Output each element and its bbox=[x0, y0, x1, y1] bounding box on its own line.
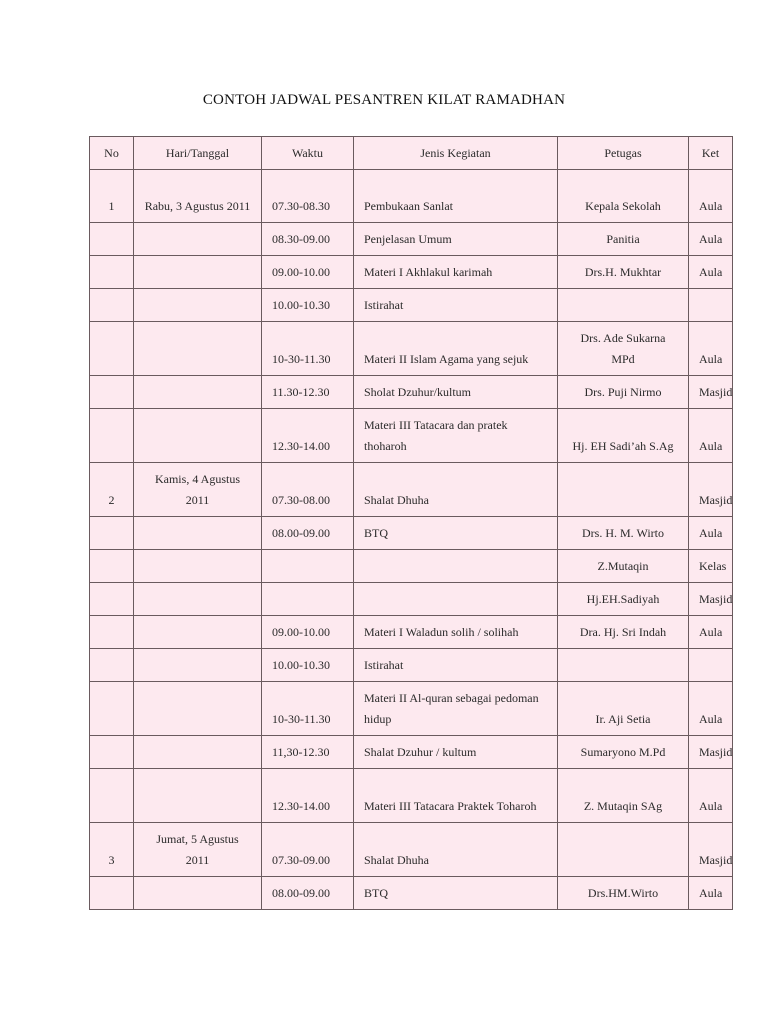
cell-ket bbox=[689, 289, 733, 322]
cell-hari-tanggal: Kamis, 4 Agustus 2011 bbox=[134, 463, 262, 517]
table-row bbox=[90, 616, 733, 649]
cell-waktu: 08.30-09.00 bbox=[262, 223, 354, 256]
cell-hari-tanggal bbox=[134, 289, 262, 322]
cell-petugas bbox=[558, 463, 689, 517]
cell-hari-tanggal bbox=[134, 769, 262, 823]
cell-jenis-kegiatan: Shalat Dhuha bbox=[354, 463, 558, 517]
cell-ket: Masjid bbox=[689, 736, 733, 769]
cell-no bbox=[90, 409, 134, 463]
cell-no: 2 bbox=[90, 463, 134, 517]
cell-waktu: 10-30-11.30 bbox=[262, 322, 354, 376]
cell-petugas: Drs. Puji Nirmo bbox=[558, 376, 689, 409]
table-row bbox=[90, 376, 733, 409]
cell-no bbox=[90, 649, 134, 682]
cell-jenis-kegiatan: Shalat Dhuha bbox=[354, 823, 558, 877]
cell-jenis-kegiatan bbox=[354, 583, 558, 616]
cell-jenis-kegiatan: Istirahat bbox=[354, 649, 558, 682]
cell-petugas bbox=[558, 289, 689, 322]
cell-hari-tanggal bbox=[134, 409, 262, 463]
table-row bbox=[90, 682, 733, 736]
cell-hari-tanggal bbox=[134, 256, 262, 289]
cell-ket: Aula bbox=[689, 877, 733, 910]
cell-petugas: Dra. Hj. Sri Indah bbox=[558, 616, 689, 649]
cell-no bbox=[90, 223, 134, 256]
table-row bbox=[90, 550, 733, 583]
cell-waktu: 10.00-10.30 bbox=[262, 289, 354, 322]
cell-petugas bbox=[558, 823, 689, 877]
cell-no bbox=[90, 517, 134, 550]
table-row bbox=[90, 409, 733, 463]
cell-no bbox=[90, 736, 134, 769]
cell-jenis-kegiatan: Materi I Akhlakul karimah bbox=[354, 256, 558, 289]
cell-petugas: Drs. Ade Sukarna MPd bbox=[558, 322, 689, 376]
cell-jenis-kegiatan: Materi I Waladun solih / solihah bbox=[354, 616, 558, 649]
cell-hari-tanggal: Rabu, 3 Agustus 2011 bbox=[134, 170, 262, 223]
cell-jenis-kegiatan: Penjelasan Umum bbox=[354, 223, 558, 256]
cell-no bbox=[90, 583, 134, 616]
cell-ket: Masjid bbox=[689, 583, 733, 616]
cell-waktu: 12.30-14.00 bbox=[262, 769, 354, 823]
cell-no bbox=[90, 682, 134, 736]
header-hari-tanggal: Hari/Tanggal bbox=[134, 137, 262, 170]
table-row bbox=[90, 517, 733, 550]
cell-jenis-kegiatan: Materi II Islam Agama yang sejuk bbox=[354, 322, 558, 376]
table-row bbox=[90, 256, 733, 289]
cell-hari-tanggal bbox=[134, 649, 262, 682]
cell-no bbox=[90, 289, 134, 322]
cell-jenis-kegiatan: Shalat Dzuhur / kultum bbox=[354, 736, 558, 769]
table-row bbox=[90, 170, 733, 223]
cell-jenis-kegiatan: BTQ bbox=[354, 517, 558, 550]
cell-petugas: Hj. EH Sadi’ah S.Ag bbox=[558, 409, 689, 463]
cell-no bbox=[90, 877, 134, 910]
cell-waktu: 07.30-08.30 bbox=[262, 170, 354, 223]
cell-petugas: Ir. Aji Setia bbox=[558, 682, 689, 736]
cell-hari-tanggal bbox=[134, 583, 262, 616]
cell-hari-tanggal bbox=[134, 682, 262, 736]
cell-waktu: 11.30-12.30 bbox=[262, 376, 354, 409]
cell-hari-tanggal bbox=[134, 736, 262, 769]
table-row bbox=[90, 289, 733, 322]
cell-ket: Aula bbox=[689, 517, 733, 550]
table-row bbox=[90, 322, 733, 376]
cell-hari-tanggal bbox=[134, 223, 262, 256]
cell-ket: Aula bbox=[689, 769, 733, 823]
cell-no bbox=[90, 769, 134, 823]
cell-ket: Masjid bbox=[689, 463, 733, 517]
cell-petugas bbox=[558, 649, 689, 682]
cell-petugas: Hj.EH.Sadiyah bbox=[558, 583, 689, 616]
table-row bbox=[90, 823, 733, 877]
cell-ket: Aula bbox=[689, 616, 733, 649]
cell-no bbox=[90, 376, 134, 409]
cell-hari-tanggal: Jumat, 5 Agustus 2011 bbox=[134, 823, 262, 877]
cell-hari-tanggal bbox=[134, 877, 262, 910]
cell-petugas: Drs. H. M. Wirto bbox=[558, 517, 689, 550]
header-jenis-kegiatan: Jenis Kegiatan bbox=[354, 137, 558, 170]
table-row bbox=[90, 877, 733, 910]
cell-petugas: Drs.H. Mukhtar bbox=[558, 256, 689, 289]
cell-waktu: 09.00-10.00 bbox=[262, 616, 354, 649]
cell-waktu: 10-30-11.30 bbox=[262, 682, 354, 736]
cell-waktu: 07.30-09.00 bbox=[262, 823, 354, 877]
cell-no bbox=[90, 550, 134, 583]
cell-waktu: 12.30-14.00 bbox=[262, 409, 354, 463]
cell-ket: Masjid bbox=[689, 376, 733, 409]
cell-waktu: 09.00-10.00 bbox=[262, 256, 354, 289]
header-petugas: Petugas bbox=[558, 137, 689, 170]
cell-jenis-kegiatan: BTQ bbox=[354, 877, 558, 910]
table-row bbox=[90, 463, 733, 517]
cell-ket: Masjid bbox=[689, 823, 733, 877]
cell-hari-tanggal bbox=[134, 322, 262, 376]
table-row bbox=[90, 223, 733, 256]
cell-waktu: 11,30-12.30 bbox=[262, 736, 354, 769]
table-row bbox=[90, 736, 733, 769]
header-waktu: Waktu bbox=[262, 137, 354, 170]
cell-jenis-kegiatan bbox=[354, 550, 558, 583]
cell-petugas: Kepala Sekolah bbox=[558, 170, 689, 223]
table-row bbox=[90, 649, 733, 682]
cell-waktu: 08.00-09.00 bbox=[262, 517, 354, 550]
table-row bbox=[90, 583, 733, 616]
cell-petugas: Z.Mutaqin bbox=[558, 550, 689, 583]
header-no: No bbox=[90, 137, 134, 170]
cell-petugas: Drs.HM.Wirto bbox=[558, 877, 689, 910]
cell-ket: Aula bbox=[689, 256, 733, 289]
page-title: CONTOH JADWAL PESANTREN KILAT RAMADHAN bbox=[202, 92, 566, 108]
cell-no bbox=[90, 322, 134, 376]
cell-ket: Kelas bbox=[689, 550, 733, 583]
cell-hari-tanggal bbox=[134, 550, 262, 583]
cell-no bbox=[90, 616, 134, 649]
header-ket: Ket bbox=[689, 137, 733, 170]
cell-jenis-kegiatan: Materi III Tatacara Praktek Toharoh bbox=[354, 769, 558, 823]
table-header-row bbox=[90, 137, 733, 170]
cell-ket: Aula bbox=[689, 682, 733, 736]
cell-ket: Aula bbox=[689, 223, 733, 256]
cell-petugas: Panitia bbox=[558, 223, 689, 256]
schedule-table bbox=[89, 136, 733, 910]
cell-hari-tanggal bbox=[134, 517, 262, 550]
cell-no bbox=[90, 256, 134, 289]
cell-petugas: Sumaryono M.Pd bbox=[558, 736, 689, 769]
cell-hari-tanggal bbox=[134, 376, 262, 409]
cell-ket: Aula bbox=[689, 322, 733, 376]
cell-petugas: Z. Mutaqin SAg bbox=[558, 769, 689, 823]
cell-waktu bbox=[262, 550, 354, 583]
cell-no: 3 bbox=[90, 823, 134, 877]
cell-jenis-kegiatan: Materi II Al-quran sebagai pedoman hidup bbox=[354, 682, 558, 736]
cell-ket: Aula bbox=[689, 409, 733, 463]
cell-ket: Aula bbox=[689, 170, 733, 223]
cell-waktu bbox=[262, 583, 354, 616]
cell-jenis-kegiatan: Istirahat bbox=[354, 289, 558, 322]
table-row bbox=[90, 769, 733, 823]
cell-waktu: 08.00-09.00 bbox=[262, 877, 354, 910]
cell-waktu: 07.30-08.00 bbox=[262, 463, 354, 517]
cell-waktu: 10.00-10.30 bbox=[262, 649, 354, 682]
cell-jenis-kegiatan: Pembukaan Sanlat bbox=[354, 170, 558, 223]
cell-no: 1 bbox=[90, 170, 134, 223]
cell-ket bbox=[689, 649, 733, 682]
cell-jenis-kegiatan: Sholat Dzuhur/kultum bbox=[354, 376, 558, 409]
cell-hari-tanggal bbox=[134, 616, 262, 649]
cell-jenis-kegiatan: Materi III Tatacara dan pratek thoharoh bbox=[354, 409, 558, 463]
